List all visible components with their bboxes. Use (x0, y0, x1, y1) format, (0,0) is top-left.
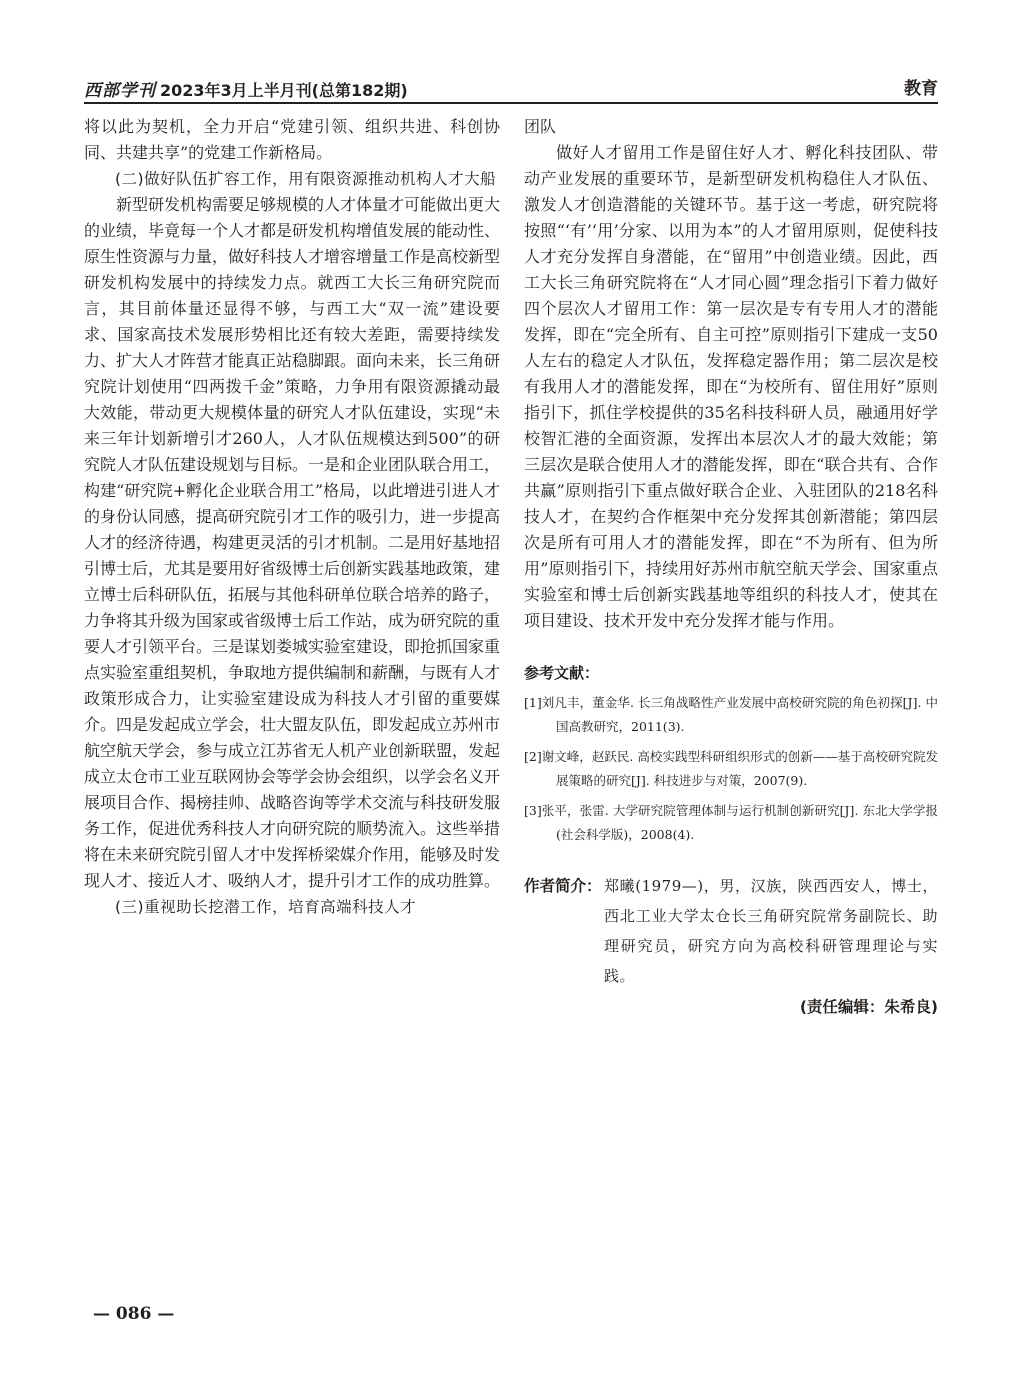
header-divider (84, 102, 938, 104)
reference-item: [3]张平，张雷. 大学研究院管理体制与运行机制创新研究[J]. 东北大学学报(社会科学版)，2008(4). (524, 803, 938, 842)
section-heading: (三)重视助长挖潜工作，培育高端科技人才 (115, 898, 417, 916)
section-label: 教育 (904, 79, 938, 99)
paragraph: 做好人才留用工作是留住好人才、孵化科技团队、带动产业发展的重要环节，是新型研发机构稳住人才队伍、激发人才创造潜能的关键环节。基于这一考虑，研究院将按照“‘有’‘用’分家、以用为本”的人才留用原则，促使科技人才充分发挥自身潜能，在“留用”中创造业绩。因此，西工大长三角研究院将在“人才同心圆”理念指引下着力做好四个层次人才留用工作：第一层次是专有专用人才的潜能发挥，即在“完全所有、自主可控”原则指引下建成一支50人左右的稳定人才队伍，发挥稳定器作用；第二层次是校有我用人才的潜能发挥，即在“为校所有、留住用好”原则指引下，抓住学校提供的35名科技科研人员，融通用好学校智汇港的全面资源，发挥出本层次人才的最大效能；第三层次是联合使用人才的潜能发挥，即在“联合共有、合作共赢”原则指引下重点做好联合企业、入驻团队的218名科技人才，在契约合作框架中充分发挥其创新潜能；第四层次是所有可用人才的潜能发挥，即在“不为所有、但为所用”原则指引下，持续用好苏州市航空航天学会、国家重点实验室和博士后创新实践基地等组织的科技人才，使其在项目建设、技术开发中充分发挥才能与作用。 (524, 143, 938, 630)
running-header (84, 72, 938, 100)
author-bio-label: 作者简介： (524, 877, 602, 895)
responsible-editor: (责任编辑：朱希良) (799, 998, 938, 1016)
journal-logo: 西部学刊 (84, 81, 156, 101)
right-column (524, 114, 938, 1017)
paragraph: 团队 (524, 117, 557, 136)
author-bio (524, 871, 938, 991)
references-list (524, 691, 938, 847)
section-heading: (二)做好队伍扩容工作，用有限资源推动机构人才大船 (115, 170, 497, 188)
author-bio-text: 郑曦(1979—)，男，汉族，陕西西安人，博士，西北工业大学太仓长三角研究院常务副院长、助理研究员，研究方向为高校科研管理理论与实践。 (604, 877, 938, 985)
left-column (84, 114, 500, 920)
reference-item: [1]刘凡丰，董金华. 长三角战略性产业发展中高校研究院的角色初探[J]. 中国高教研究，2011(3). (524, 695, 938, 734)
issue-info: 2023年3月上半月刊(总第182期) (160, 81, 408, 100)
paragraph: 将以此为契机，全力开启“党建引领、组织共进、科创协同、共建共享”的党建工作新格局。 (84, 117, 500, 162)
reference-item: [2]谢文峰，赵跃民. 高校实践型科研组织形式的创新——基于高校研究院发展策略的研究[J]. 科技进步与对策，2007(9). (524, 749, 938, 788)
page-number: — 086 — (93, 1304, 175, 1324)
references-title: 参考文献： (524, 664, 600, 682)
paragraph: 新型研发机构需要足够规模的人才体量才可能做出更大的业绩，毕竟每一个人才都是研发机构增值发展的能动性、原生性资源与力量，做好科技人才增容增量工作是高校新型研发机构发展中的持续发力点。就西工大长三角研究院而言，其目前体量还显得不够，与西工大“双一流”建设要求、国家高技术发展形势相比还有较大差距，需要持续发力、扩大人才阵营才能真正站稳脚跟。面向未来，长三角研究院计划使用“四两拨千金”策略，力争用有限资源撬动最大效能，带动更大规模体量的研究人才队伍建设，实现“未来三年计划新增引才260人，人才队伍规模达到500”的研究院人才队伍建设规划与目标。一是和企业团队联合用工，构建“研究院+孵化企业联合用工”格局，以此增进引进人才的身份认同感，提高研究院引才工作的吸引力，进一步提高人才的经济待遇，构建更灵活的引才机制。二是用好基地招引博士后，尤其是要用好省级博士后创新实践基地政策，建立博士后科研队伍，拓展与其他科研单位联合培养的路子，力争将其升级为国家或省级博士后工作站，成为研究院的重要人才引领平台。三是谋划娄城实验室建设，即抢抓国家重点实验室重组契机，争取地方提供编制和薪酬，与既有人才政策形成合力，让实验室建设成为科技人才引留的重要媒介。四是发起成立学会，壮大盟友队伍，即发起成立苏州市航空航天学会，参与成立江苏省无人机产业创新联盟，发起成立太仓市工业互联网协会等学会协会组织，以学会名义开展项目合作、揭榜挂帅、战略咨询等学术交流与科技研发服务工作，促进优秀科技人才向研究院的顺势流入。这些举措将在未来研究院引留人才中发挥桥梁媒介作用，能够及时发现人才、接近人才、吸纳人才，提升引才工作的成功胜算。 (84, 195, 501, 890)
header-issue-line (84, 76, 408, 101)
